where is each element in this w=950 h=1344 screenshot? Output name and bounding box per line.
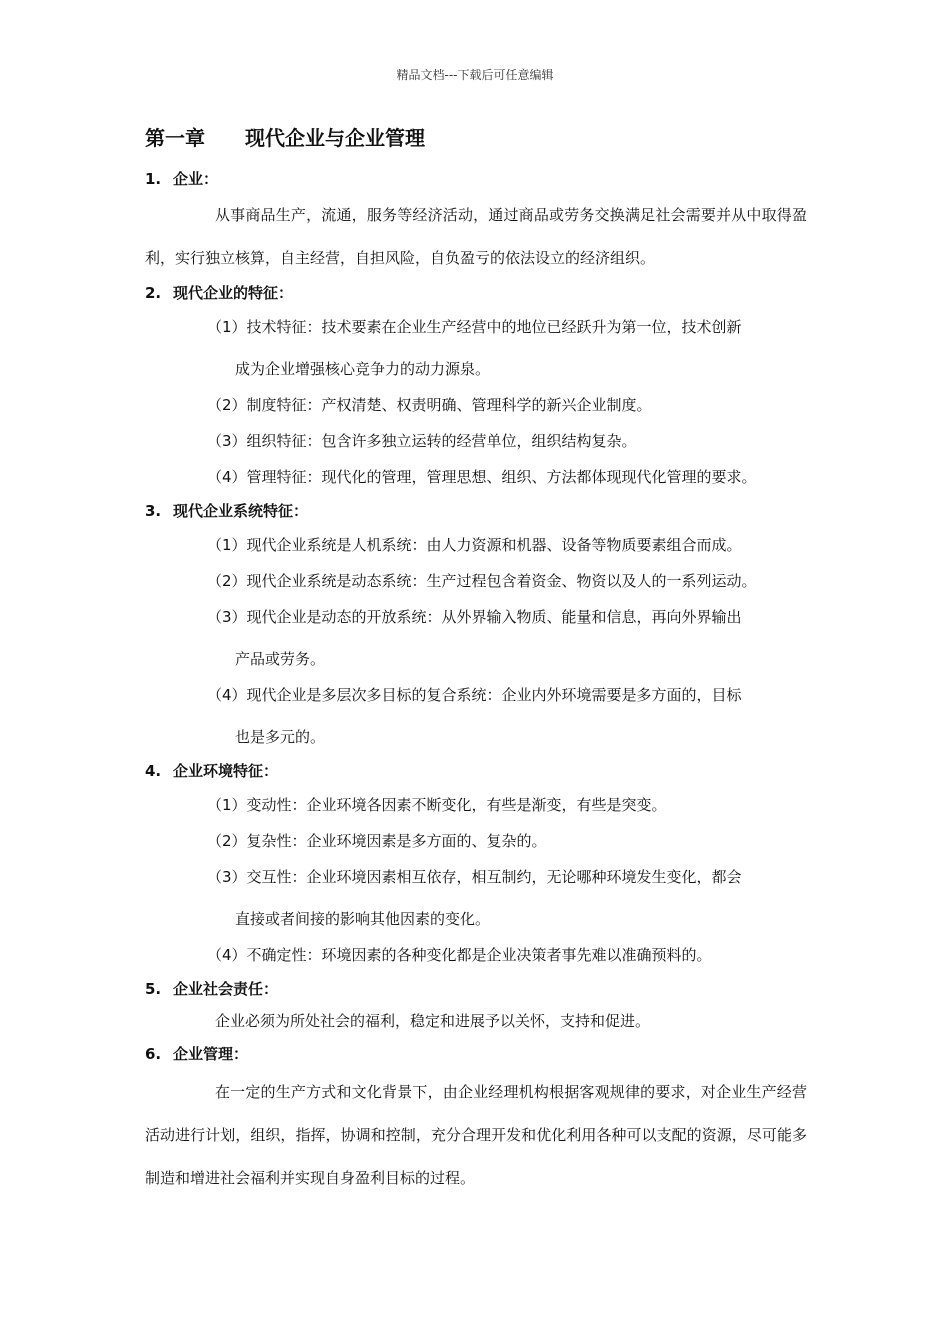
item-marker: （1）: [207, 536, 247, 554]
list-item: [207, 392, 807, 418]
section-index: 1.: [145, 170, 162, 188]
item-text: 组织特征：包含许多独立运转的经营单位，组织结构复杂。: [246, 432, 637, 450]
item-text-continued: 成为企业增强核心竞争力的动力源泉。: [235, 360, 491, 378]
section-environment-features: [145, 760, 807, 968]
item-text: 交互性：企业环境因素相互依存，相互制约，无论哪种环境发生变化，都会: [246, 868, 742, 886]
list-item: [207, 682, 807, 750]
item-text: 现代企业是动态的开放系统：从外界输入物质、能量和信息，再向外界输出: [246, 608, 742, 626]
item-text: 制度特征：产权清楚、权责明确、管理科学的新兴企业制度。: [246, 396, 652, 414]
section-heading: 企业：: [173, 170, 219, 188]
section-paragraph: 从事商品生产，流通，服务等经济活动，通过商品或劳务交换满足社会需要并从中取得盈利，实行独立核算，自主经营，自担风险，自负盈亏的依法设立的经济组织。: [145, 206, 807, 267]
list-item: [207, 568, 807, 594]
list-item: [207, 864, 807, 932]
list-item: [207, 792, 807, 818]
item-text-continued: 产品或劳务。: [235, 650, 326, 668]
item-text: 不确定性：环境因素的各种变化都是企业决策者事先难以准确预料的。: [246, 946, 712, 964]
item-marker: （4）: [207, 946, 247, 964]
chapter-number: 第一章: [145, 126, 205, 150]
section-heading: 企业环境特征：: [173, 762, 279, 780]
section-title: [145, 978, 807, 1000]
section-index: 4.: [145, 762, 162, 780]
item-marker: （3）: [207, 432, 247, 450]
section-title: [145, 500, 807, 522]
section-enterprise: [145, 168, 807, 280]
section-paragraph: 企业必须为所处社会的福利，稳定和进展予以关怀，支持和促进。: [215, 1012, 651, 1030]
item-text: 现代企业系统是动态系统：生产过程包含着资金、物资以及人的一系列运动。: [246, 572, 757, 590]
section-heading: 企业社会责任：: [173, 980, 279, 998]
item-text: 现代企业是多层次多目标的复合系统：企业内外环境需要是多方面的，目标: [246, 686, 742, 704]
item-marker: （1）: [207, 318, 247, 336]
item-text: 复杂性：企业环境因素是多方面的、复杂的。: [246, 832, 547, 850]
section-index: 2.: [145, 284, 162, 302]
item-marker: （3）: [207, 868, 247, 886]
item-text: 现代企业系统是人机系统：由人力资源和机器、设备等物质要素组合而成。: [246, 536, 742, 554]
section-heading: 现代企业系统特征：: [173, 502, 309, 520]
header-note: 精品文档---下载后可任意编辑: [396, 68, 554, 82]
item-text: 技术特征：技术要素在企业生产经营中的地位已经跃升为第一位，技术创新: [246, 318, 742, 336]
item-marker: （4）: [207, 686, 247, 704]
item-marker: （2）: [207, 396, 247, 414]
document-body: [145, 122, 807, 1200]
section-modern-enterprise-features: [145, 282, 807, 490]
list-item: [207, 428, 807, 454]
list-item: [207, 314, 807, 382]
section-system-features: [145, 500, 807, 750]
list-item: [207, 464, 807, 490]
section-index: 6.: [145, 1045, 162, 1063]
list-item: [207, 942, 807, 968]
item-marker: （2）: [207, 572, 247, 590]
item-marker: （1）: [207, 796, 247, 814]
section-title: [145, 168, 807, 190]
section-title: [145, 282, 807, 304]
section-social-responsibility: [145, 978, 807, 1043]
section-title: [145, 1043, 807, 1065]
list-item: [207, 532, 807, 558]
section-enterprise-management: [145, 1043, 807, 1200]
section-index: 5.: [145, 980, 162, 998]
chapter-title: [145, 122, 807, 154]
list-item: [207, 604, 807, 672]
chapter-name: 现代企业与企业管理: [245, 126, 425, 150]
item-marker: （3）: [207, 608, 247, 626]
section-paragraph: 在一定的生产方式和文化背景下，由企业经理机构根据客观规律的要求，对企业生产经营活动进行计划，组织，指挥，协调和控制，充分合理开发和优化利用各种可以支配的资源，尽可能多制造和增进社会福利并实现自身盈利目标的过程。: [145, 1083, 807, 1187]
item-marker: （2）: [207, 832, 247, 850]
section-heading: 企业管理：: [173, 1045, 249, 1063]
item-text-continued: 也是多元的。: [235, 728, 326, 746]
section-index: 3.: [145, 502, 162, 520]
item-text-continued: 直接或者间接的影响其他因素的变化。: [235, 910, 491, 928]
list-item: [207, 828, 807, 854]
item-text: 管理特征：现代化的管理，管理思想、组织、方法都体现现代化管理的要求。: [246, 468, 757, 486]
item-text: 变动性：企业环境各因素不断变化，有些是渐变，有些是突变。: [246, 796, 667, 814]
section-title: [145, 760, 807, 782]
section-heading: 现代企业的特征：: [173, 284, 294, 302]
item-marker: （4）: [207, 468, 247, 486]
